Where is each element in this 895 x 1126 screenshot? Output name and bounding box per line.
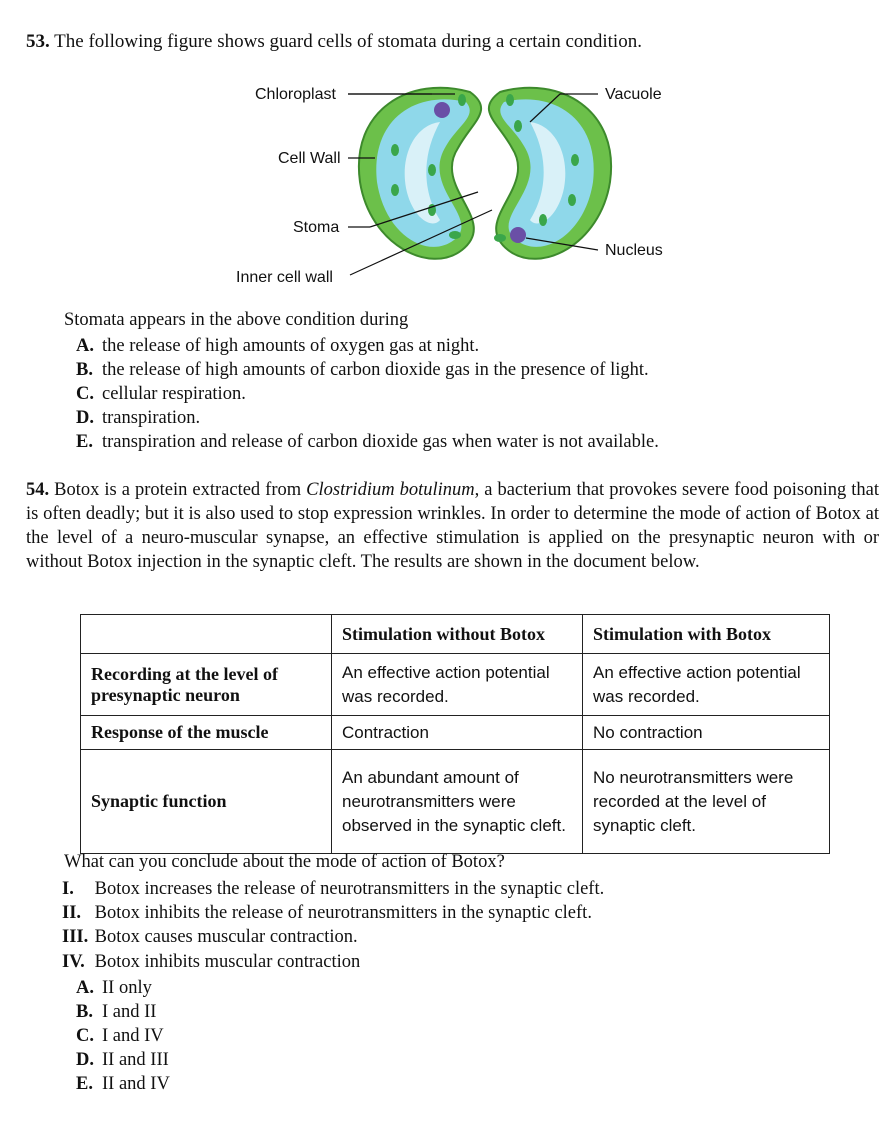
nucleus-right	[510, 227, 526, 243]
question-number: 54.	[26, 480, 50, 500]
label-stoma: Stoma	[293, 219, 340, 236]
option-letter: B.	[76, 1002, 93, 1022]
option-c[interactable]	[76, 1026, 164, 1047]
statement-text: Botox causes muscular contraction.	[94, 927, 358, 947]
question-54-prompt: What can you conclude about the mode of action of Botox?	[64, 852, 505, 872]
option-text: cellular respiration.	[102, 384, 246, 404]
option-a[interactable]	[76, 336, 479, 357]
option-letter: A.	[76, 978, 94, 998]
option-text: the release of high amounts of carbon dioxide gas in the presence of light.	[102, 360, 649, 380]
statement-2	[62, 903, 592, 924]
statement-text: Botox inhibits the release of neurotransmitters in the synaptic cleft.	[94, 903, 592, 923]
label-vacuole: Vacuole	[605, 86, 662, 103]
table-header: Stimulation with Botox	[583, 615, 830, 654]
question-54	[26, 478, 879, 574]
option-letter: D.	[76, 1050, 94, 1070]
label-nucleus: Nucleus	[605, 242, 663, 259]
question-number: 53.	[26, 31, 50, 52]
statement-3	[62, 927, 358, 948]
option-a[interactable]	[76, 978, 152, 999]
statement-4	[62, 952, 360, 973]
table-row	[81, 716, 830, 750]
option-d[interactable]	[76, 408, 200, 429]
statement-1	[62, 879, 604, 900]
option-text: transpiration and release of carbon dioxide gas when water is not available.	[102, 432, 659, 452]
question-text-part1: Botox is a protein extracted from	[54, 480, 307, 500]
option-e[interactable]	[76, 1074, 170, 1095]
results-table	[80, 614, 830, 854]
question-text: The following figure shows guard cells of stomata during a certain condition.	[54, 31, 642, 52]
table-row	[81, 750, 830, 854]
table-header-empty	[81, 615, 332, 654]
option-letter: E.	[76, 432, 93, 452]
table-header: Stimulation without Botox	[332, 615, 583, 654]
statement-numeral: I.	[62, 879, 74, 899]
table-row	[81, 654, 830, 716]
option-text: transpiration.	[102, 408, 201, 428]
option-letter: E.	[76, 1074, 93, 1094]
row-header: Response of the muscle	[81, 716, 332, 750]
option-b[interactable]	[76, 360, 649, 381]
nucleus-left	[434, 102, 450, 118]
option-letter: D.	[76, 408, 94, 428]
option-e[interactable]	[76, 432, 659, 453]
option-text: II only	[102, 978, 152, 998]
statement-text: Botox inhibits muscular contraction	[94, 952, 361, 972]
left-guard-cell	[359, 88, 481, 259]
question-text-part2: , a bacterium that provokes severe food poisoning that is often deadly; but it is also used to stop expression wrinkles. In order to determine the mode of action of Botox at the level of a neuro-muscular synapse, an effective stimulation is applied on the presynaptic neuron with or without Botox injection in the synaptic cleft. The results are shown in the document below.	[26, 480, 879, 572]
row-header: Synaptic function	[81, 750, 332, 854]
question-53-stem: Stomata appears in the above condition during	[64, 310, 409, 330]
statement-text: Botox increases the release of neurotransmitters in the synaptic cleft.	[94, 879, 605, 899]
question-53	[26, 31, 642, 53]
label-inner-cell-wall: Inner cell wall	[236, 269, 333, 286]
table-cell: An abundant amount of neurotransmitters were observed in the synaptic cleft.	[332, 750, 583, 854]
statement-numeral: III.	[62, 927, 89, 947]
table-cell: No contraction	[583, 716, 830, 750]
table-cell: No neurotransmitters were recorded at the level of synaptic cleft.	[583, 750, 830, 854]
option-letter: B.	[76, 360, 93, 380]
label-chloroplast: Chloroplast	[255, 86, 336, 103]
table-cell: An effective action potential was recorded.	[583, 654, 830, 716]
option-text: II and IV	[102, 1074, 170, 1094]
statement-numeral: II.	[62, 903, 82, 923]
option-text: the release of high amounts of oxygen gas at night.	[102, 336, 480, 356]
option-b[interactable]	[76, 1002, 156, 1023]
guard-cell-figure	[200, 70, 700, 295]
option-letter: C.	[76, 1026, 94, 1046]
option-text: I and II	[102, 1002, 157, 1022]
species-name: Clostridium botulinum	[306, 480, 475, 500]
option-d[interactable]	[76, 1050, 169, 1071]
option-c[interactable]	[76, 384, 246, 405]
table-header-row	[81, 615, 830, 654]
label-cell-wall: Cell Wall	[278, 150, 341, 167]
option-text: I and IV	[102, 1026, 164, 1046]
right-guard-cell	[489, 88, 611, 259]
option-text: II and III	[102, 1050, 169, 1070]
statement-numeral: IV.	[62, 952, 85, 972]
option-letter: A.	[76, 336, 94, 356]
table-cell: An effective action potential was recorded.	[332, 654, 583, 716]
option-letter: C.	[76, 384, 94, 404]
row-header: Recording at the level of presynaptic neuron	[81, 654, 332, 716]
table-cell: Contraction	[332, 716, 583, 750]
